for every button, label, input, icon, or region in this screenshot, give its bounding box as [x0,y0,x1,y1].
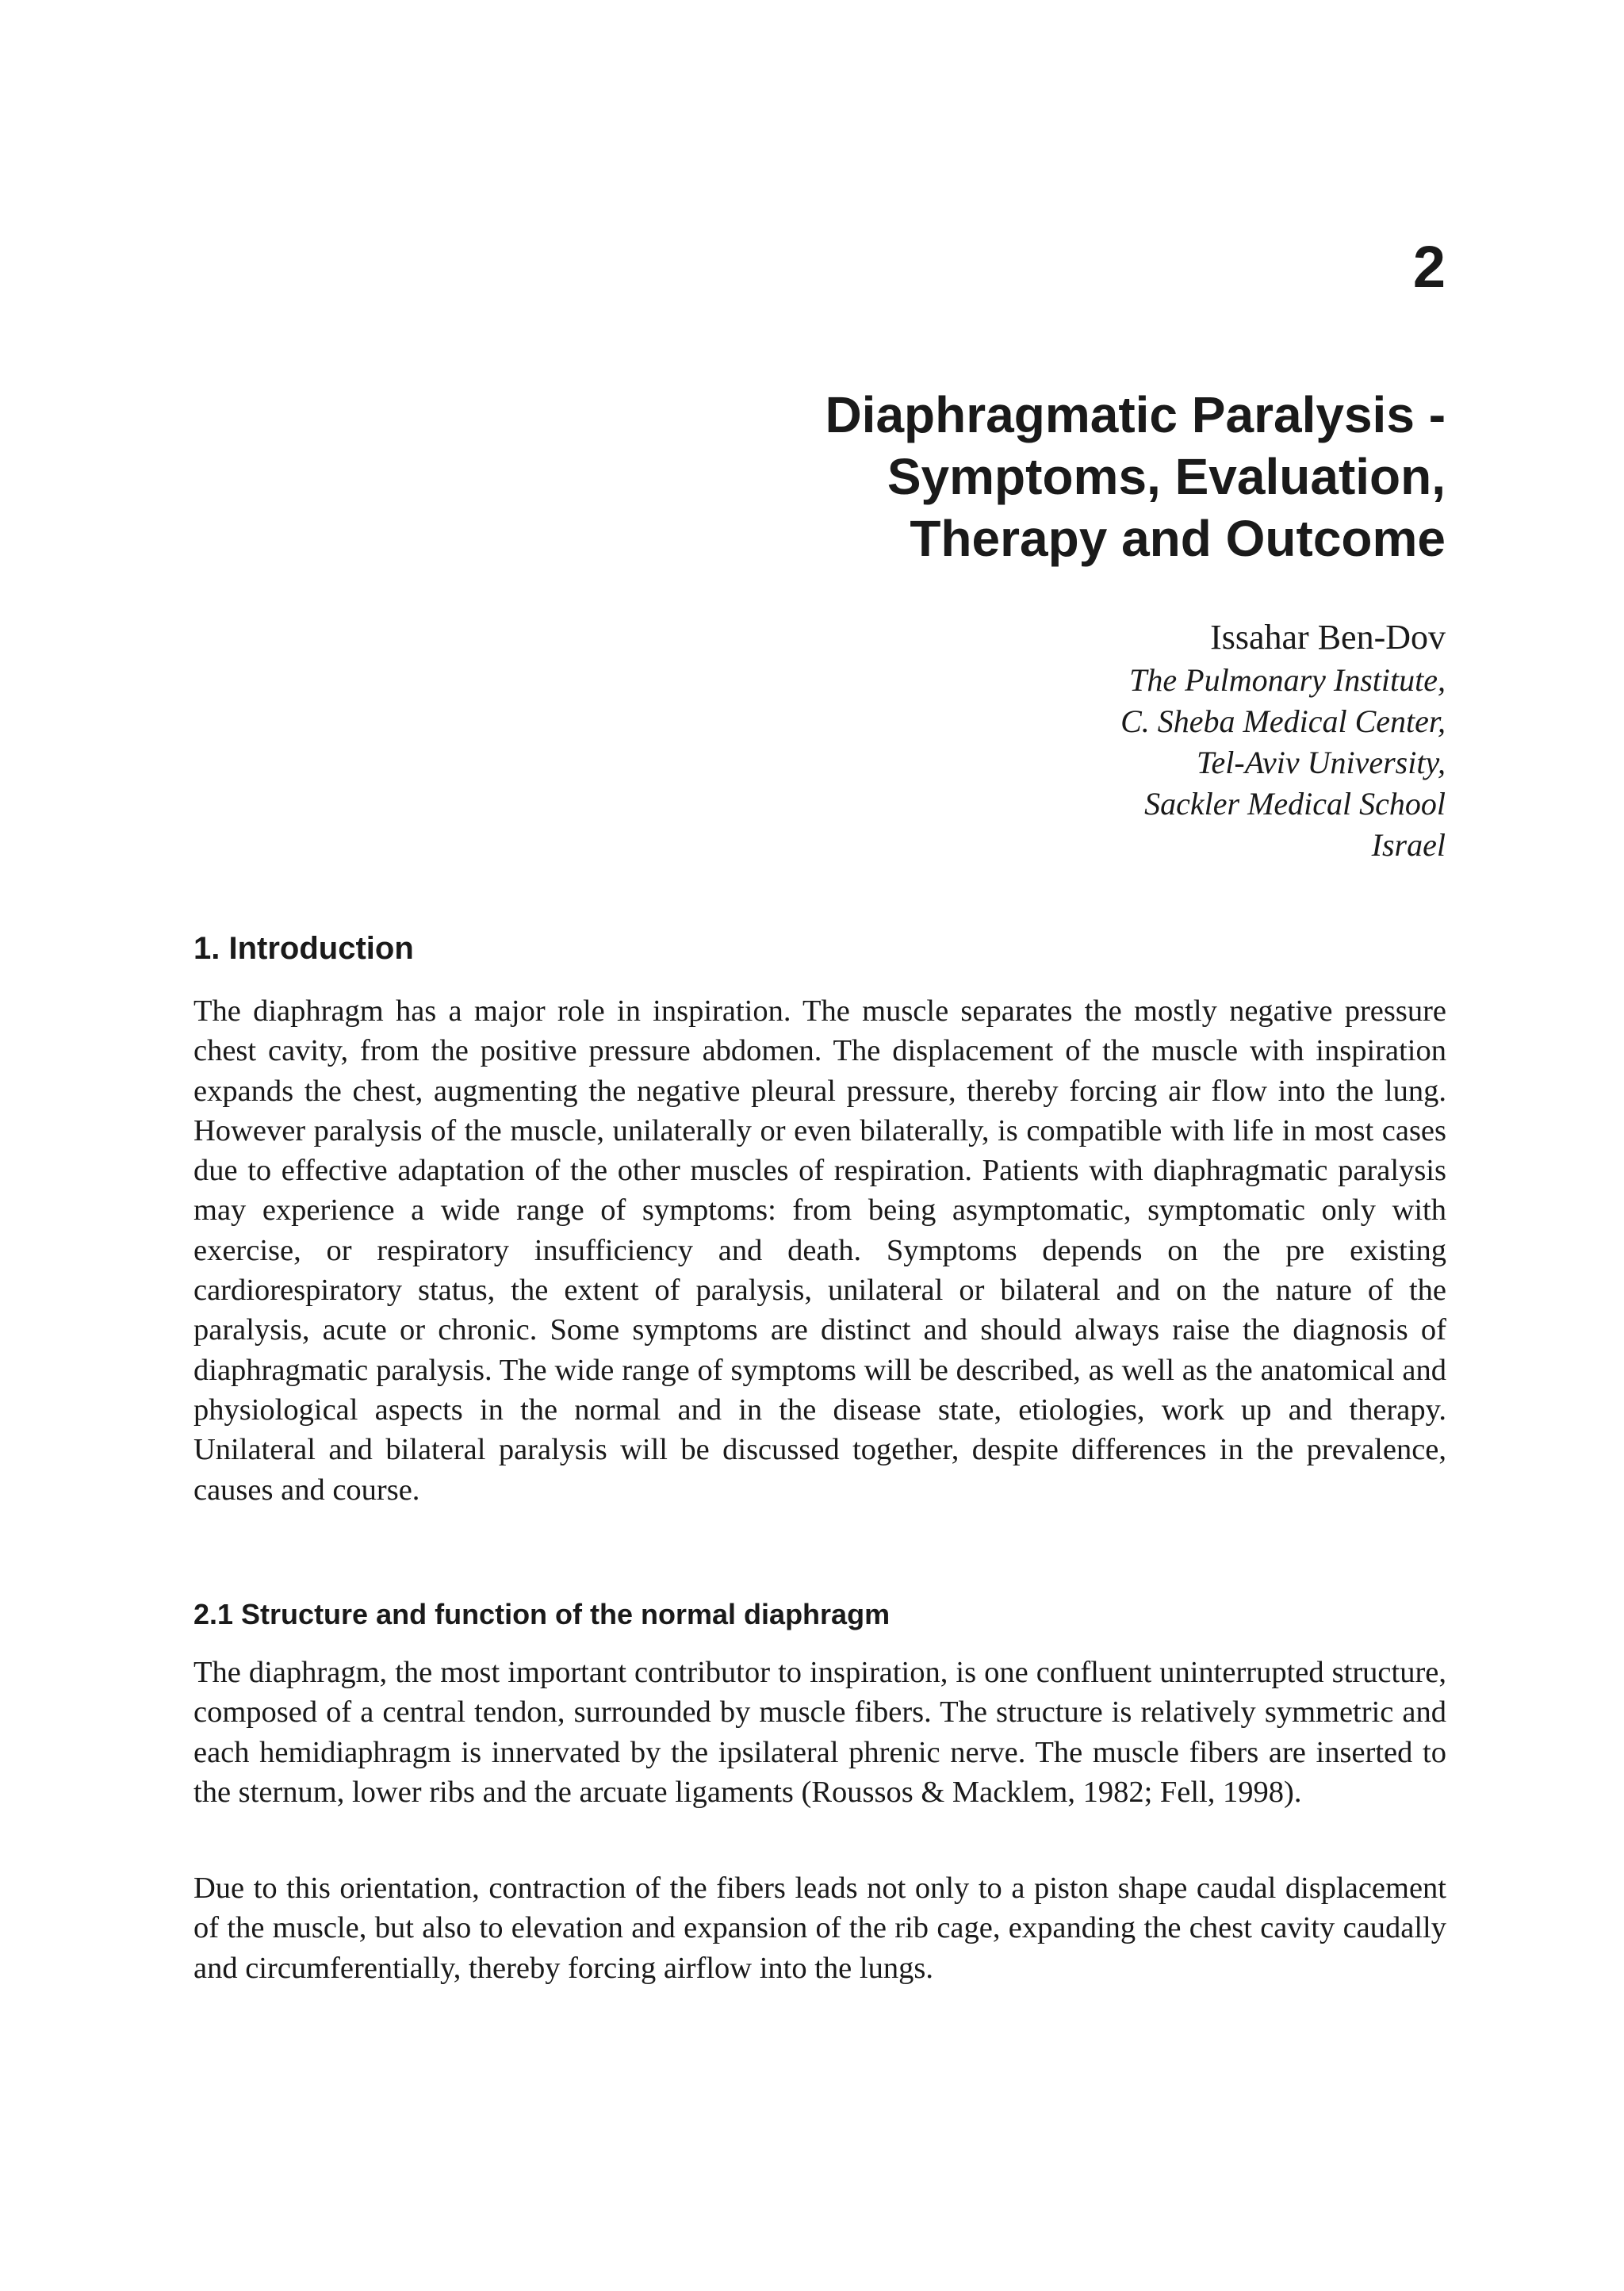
affiliation-line: C. Sheba Medical Center, [1120,703,1446,739]
structure-paragraph: The diaphragm, the most important contributor to inspiration, is one confluent uninterrupted structure, composed of a central tendon, surrounded by muscle fibers. The structure is relatively symmetric and each hemidiaphragm is innervated by the ipsilateral phrenic nerve. The muscle fibers are inserted to the sternum, lower ribs and the arcuate ligaments (Roussos & Macklem, 1982; Fell, 1998). [193,1656,1446,1809]
affiliation-line: The Pulmonary Institute, [1129,662,1446,698]
author-name: Issahar Ben-Dov [1210,618,1446,657]
chapter-title-line: Therapy and Outcome [910,510,1446,567]
section-heading-structure: 2.1 Structure and function of the normal diaphragm [193,1598,891,1630]
chapter-title-line: Diaphragmatic Paralysis - [825,386,1446,443]
affiliation-line: Sackler Medical School [1144,786,1446,822]
chapter-title-line: Symptoms, Evaluation, [887,448,1446,505]
chapter-title [494,384,1446,569]
structure-paragraph: Due to this orientation, contraction of the fibers leads not only to a piston shape caudal displacement of the muscle, but also to elevation and expansion of the rib cage, expanding the chest cavity caudally and circumferentially, thereby forcing airflow into the lungs. [193,1871,1446,1985]
introduction-paragraph: The diaphragm has a major role in inspiration. The muscle separates the mostly negative pressure chest cavity, from the positive pressure abdomen. The displacement of the muscle with inspiration expands the chest, augmenting the negative pleural pressure, thereby forcing air flow into the lung. However paralysis of the muscle, unilaterally or even bilaterally, is compatible with life in most cases due to effective adaptation of the other muscles of respiration. Patients with diaphragmatic paralysis may experience a wide range of symptoms: from being asymptomatic, symptomatic only with exercise, or respiratory insufficiency and death. Symptoms depends on the pre existing cardiorespiratory status, the extent of paralysis, unilateral or bilateral and on the nature of the paralysis, acute or chronic. Some symptoms are distinct and should always raise the diagnosis of diaphragmatic paralysis. The wide range of symptoms will be described, as well as the anatomical and physiological aspects in the normal and in the disease state, etiologies, work up and therapy. Unilateral and bilateral paralysis will be discussed together, despite differences in the prevalence, causes and course. [193,994,1446,1507]
affiliation-line: Tel-Aviv University, [1196,745,1446,780]
section-heading-introduction: 1. Introduction [193,931,414,966]
author-block [732,615,1446,866]
author-affiliation [732,660,1446,866]
chapter-number: 2 [1412,234,1446,300]
affiliation-line: Israel [1371,827,1446,863]
